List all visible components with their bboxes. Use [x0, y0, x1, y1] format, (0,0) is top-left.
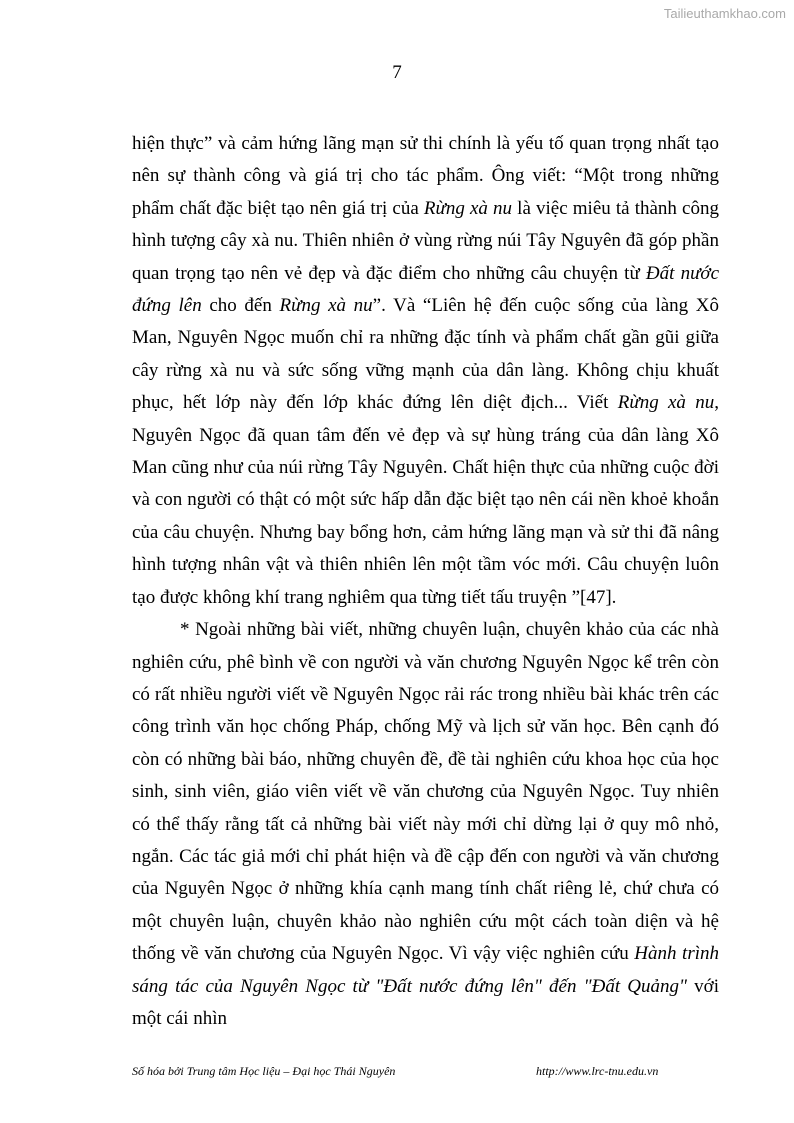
- thesis-title: Hành trình sáng tác của Nguyên Ngọc từ "Đất nước đứng lên" đến "Đất Quảng": [132, 943, 719, 997]
- work-title: Rừng xà nu: [617, 392, 715, 414]
- work-title: Đất nước đứng lên: [132, 262, 720, 317]
- text-run: hiện thực” và cảm hứng lãng mạn sử thi chính là yếu tố quan trọng nhất tạo nên sự thành công và giá trị cho tác phẩm. Ông viết: “Một trong những phẩm chất đặc biệt tạo nên giá trị của: [132, 133, 719, 219]
- text-run: , Nguyên Ngọc đã quan tâm đến vẻ đẹp và sự hùng tráng của dân làng Xô Man cũng như của núi rừng Tây Nguyên. Chất hiện thực của những cuộc đời và con người có thật có một sức hấp dẫn đặc biệt tạo nên cái nền khoẻ khoắn của câu chuyện. Nhưng bay bổng hơn, cảm hứng lãng mạn và sử thi đã nâng hình tượng nhân vật và thiên nhiên lên một tầm vóc mới. Câu chuyện luôn tạo được không khí trang nghiêm qua từng tiết tấu truyện ”[47].: [132, 392, 719, 608]
- footer-url: http://www.lrc-tnu.edu.vn: [536, 1064, 659, 1078]
- footer-source: Số hóa bởi Trung tâm Học liệu – Đại học Thái Nguyên: [132, 1064, 396, 1078]
- work-title: Rừng xà nu: [279, 295, 373, 317]
- page-number: 7: [392, 62, 402, 83]
- paragraph-2: [132, 614, 719, 1035]
- work-title: Rừng xà nu: [423, 197, 513, 219]
- text-run: là việc miêu tả thành công hình tượng cây xà nu. Thiên nhiên ở vùng rừng núi Tây Nguyên đã góp phần quan trọng tạo nên vẻ đẹp và đặc điểm cho những câu chuyện từ: [132, 197, 719, 284]
- paragraph-1: [132, 128, 719, 614]
- text-run: ”. Và “Liên hệ đến cuộc sống của làng Xô Man, Nguyên Ngọc muốn chỉ ra những đặc tính và phẩm chất gần gũi giữa cây rừng xà nu và sức sống vững mạnh của dân làng. Không chịu khuất phục, hết lớp này đến lớp khác đứng lên diệt địch... Viết: [132, 295, 720, 414]
- text-run: với một cái nhìn: [132, 975, 720, 1029]
- text-run: cho đến: [201, 295, 280, 317]
- document-body: [132, 128, 719, 1035]
- watermark: Tailieuthamkhao.com: [663, 6, 786, 21]
- text-run: * Ngoài những bài viết, những chuyên luận, chuyên khảo của các nhà nghiên cứu, phê bình về con người và văn chương Nguyên Ngọc kể trên còn có rất nhiều người viết về Nguyên Ngọc rải rác trong nhiều bài khác trên các công trình văn học chống Pháp, chống Mỹ và lịch sử văn học. Bên cạnh đó còn có những bài báo, những chuyên đề, đề tài nghiên cứu khoa học của học sinh, sinh viên, giáo viên viết về văn chương của Nguyên Ngọc. Tuy nhiên có thể thấy rằng tất cả những bài viết này mới chỉ dừng lại ở quy mô nhỏ, ngắn. Các tác giả mới chỉ phát hiện và đề cập đến con người và văn chương của Nguyên Ngọc ở những khía cạnh mang tính chất riêng lẻ, chứ chưa có một chuyên luận, chuyên khảo nào nghiên cứu một cách toàn diện và hệ thống về văn chương của Nguyên Ngọc. Vì vậy việc nghiên cứu: [132, 619, 719, 965]
